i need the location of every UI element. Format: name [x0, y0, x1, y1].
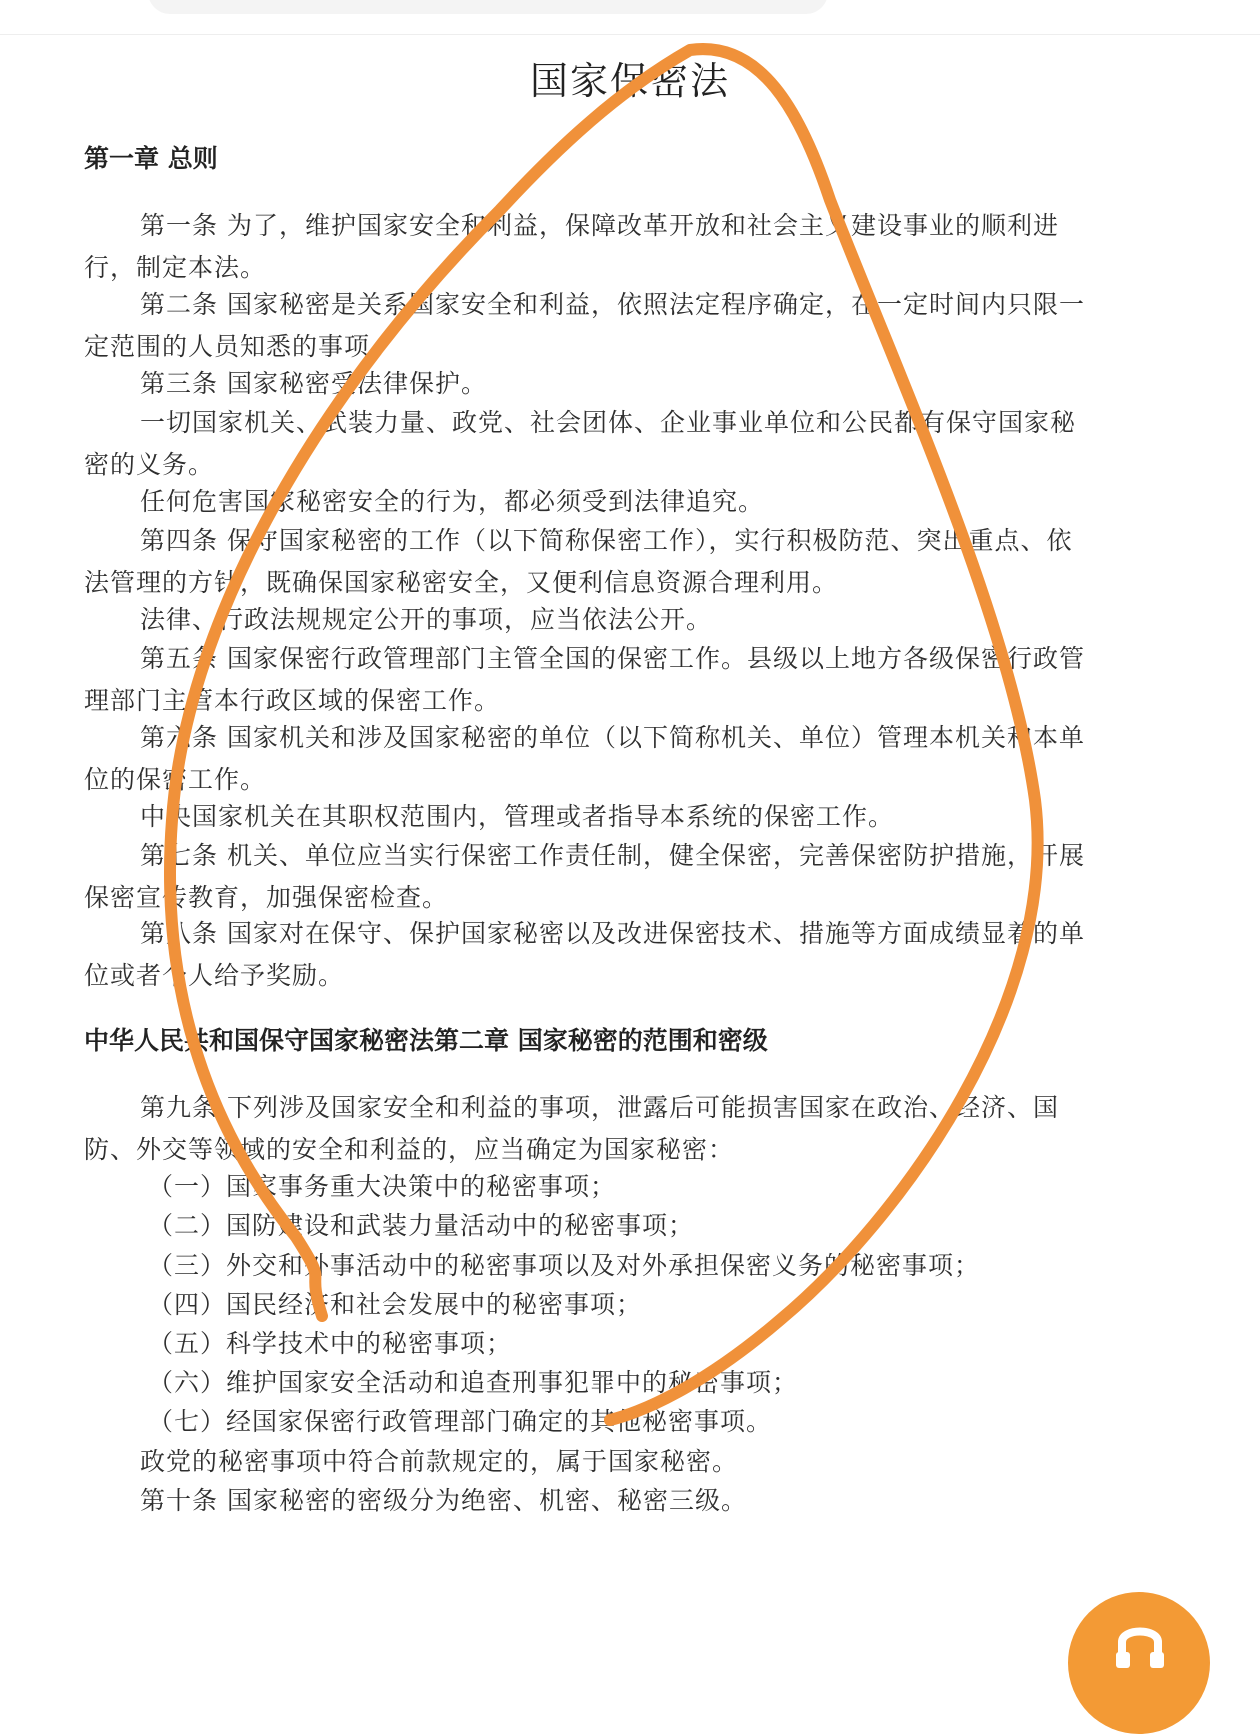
paragraph-line: 第七条 机关、单位应当实行保密工作责任制，健全保密，完善保密防护措施，开展 — [140, 841, 1085, 870]
top-bar — [0, 0, 1260, 35]
article-9-para-2 — [84, 1441, 1164, 1483]
search-bar[interactable] — [148, 0, 828, 14]
paragraph-line: 定范围的人员知悉的事项。 — [84, 332, 397, 361]
article-7 — [84, 835, 1164, 919]
article-4-para-2 — [84, 599, 1164, 641]
paragraph-line: 第八条 国家对在保守、保护国家秘密以及改进保密技术、措施等方面成绩显着的单 — [140, 919, 1085, 948]
list-item: （二）国防建设和武装力量活动中的秘密事项； — [148, 1211, 695, 1240]
list-item: （七）经国家保密行政管理部门确定的其他秘密事项。 — [148, 1407, 773, 1436]
paragraph-line: 防、外交等领域的安全和利益的，应当确定为国家秘密： — [84, 1135, 735, 1164]
paragraph-line: 中央国家机关在其职权范围内，管理或者指导本系统的保密工作。 — [140, 802, 895, 831]
paragraph-line: 任何危害国家秘密安全的行为，都必须受到法律追究。 — [140, 487, 765, 516]
article-8 — [84, 913, 1164, 997]
headphones-icon — [1112, 1614, 1168, 1670]
chapter-heading-2: 中华人民共和国保守国家秘密法第二章 国家秘密的范围和密级 — [84, 1026, 768, 1055]
article-3-para-3 — [84, 481, 1164, 523]
paragraph-line: 第九条 下列涉及国家安全和利益的事项，泄露后可能损害国家在政治、经济、国 — [140, 1093, 1059, 1122]
paragraph-line: 位或者个人给予奖励。 — [84, 961, 345, 990]
paragraph-line: 位的保密工作。 — [84, 765, 267, 794]
article-5 — [84, 638, 1164, 722]
paragraph-line: 保密宣传教育，加强保密检查。 — [84, 883, 449, 912]
list-item: （四）国民经济和社会发展中的秘密事项； — [148, 1290, 643, 1319]
document-title: 国家保密法 — [529, 59, 730, 103]
paragraph-line: 一切国家机关、武装力量、政党、社会团体、企业事业单位和公民都有保守国家秘 — [140, 408, 1077, 437]
article-6 — [84, 717, 1164, 801]
article-3 — [84, 363, 1164, 405]
article-6-para-2 — [84, 796, 1164, 838]
list-item: （五）科学技术中的秘密事项； — [148, 1329, 513, 1358]
paragraph-line: 第三条 国家秘密受法律保护。 — [140, 369, 487, 398]
paragraph-line: 政党的秘密事项中符合前款规定的，属于国家秘密。 — [140, 1447, 739, 1476]
headphones-fab-button[interactable] — [1068, 1592, 1210, 1734]
paragraph-line: 第六条 国家机关和涉及国家秘密的单位（以下简称机关、单位）管理本机关和本单 — [140, 723, 1085, 752]
paragraph-line: 行，制定本法。 — [84, 253, 267, 282]
paragraph-line: 法律、行政法规规定公开的事项，应当依法公开。 — [140, 605, 713, 634]
article-10 — [84, 1480, 1164, 1522]
article-3-para-2 — [84, 402, 1164, 486]
paragraph-line: 第四条 保守国家秘密的工作（以下简称保密工作），实行积极防范、突出重点、依 — [140, 526, 1073, 555]
paragraph-line: 第十条 国家秘密的密级分为绝密、机密、秘密三级。 — [140, 1486, 747, 1515]
paragraph-line: 理部门主管本行政区域的保密工作。 — [84, 686, 501, 715]
paragraph-line: 密的义务。 — [84, 450, 215, 479]
paragraph-line: 第二条 国家秘密是关系国家安全和利益，依照法定程序确定，在一定时间内只限一 — [140, 290, 1085, 319]
chapter-heading-1: 第一章 总则 — [84, 144, 218, 173]
paragraph-line: 法管理的方针，既确保国家秘密安全，又便利信息资源合理利用。 — [84, 568, 839, 597]
list-item: （一）国家事务重大决策中的秘密事项； — [148, 1172, 617, 1201]
list-item: （三）外交和外事活动中的秘密事项以及对外承担保密义务的秘密事项； — [148, 1251, 981, 1280]
article-9 — [84, 1087, 1164, 1171]
list-item: （六）维护国家安全活动和追查刑事犯罪中的秘密事项； — [148, 1368, 799, 1397]
article-2 — [84, 284, 1164, 368]
paragraph-line: 第五条 国家保密行政管理部门主管全国的保密工作。县级以上地方各级保密行政管 — [140, 644, 1085, 673]
article-4 — [84, 520, 1164, 604]
article-1 — [84, 205, 1164, 289]
paragraph-line: 第一条 为了，维护国家安全和利益，保障改革开放和社会主义建设事业的顺利进 — [140, 211, 1059, 240]
